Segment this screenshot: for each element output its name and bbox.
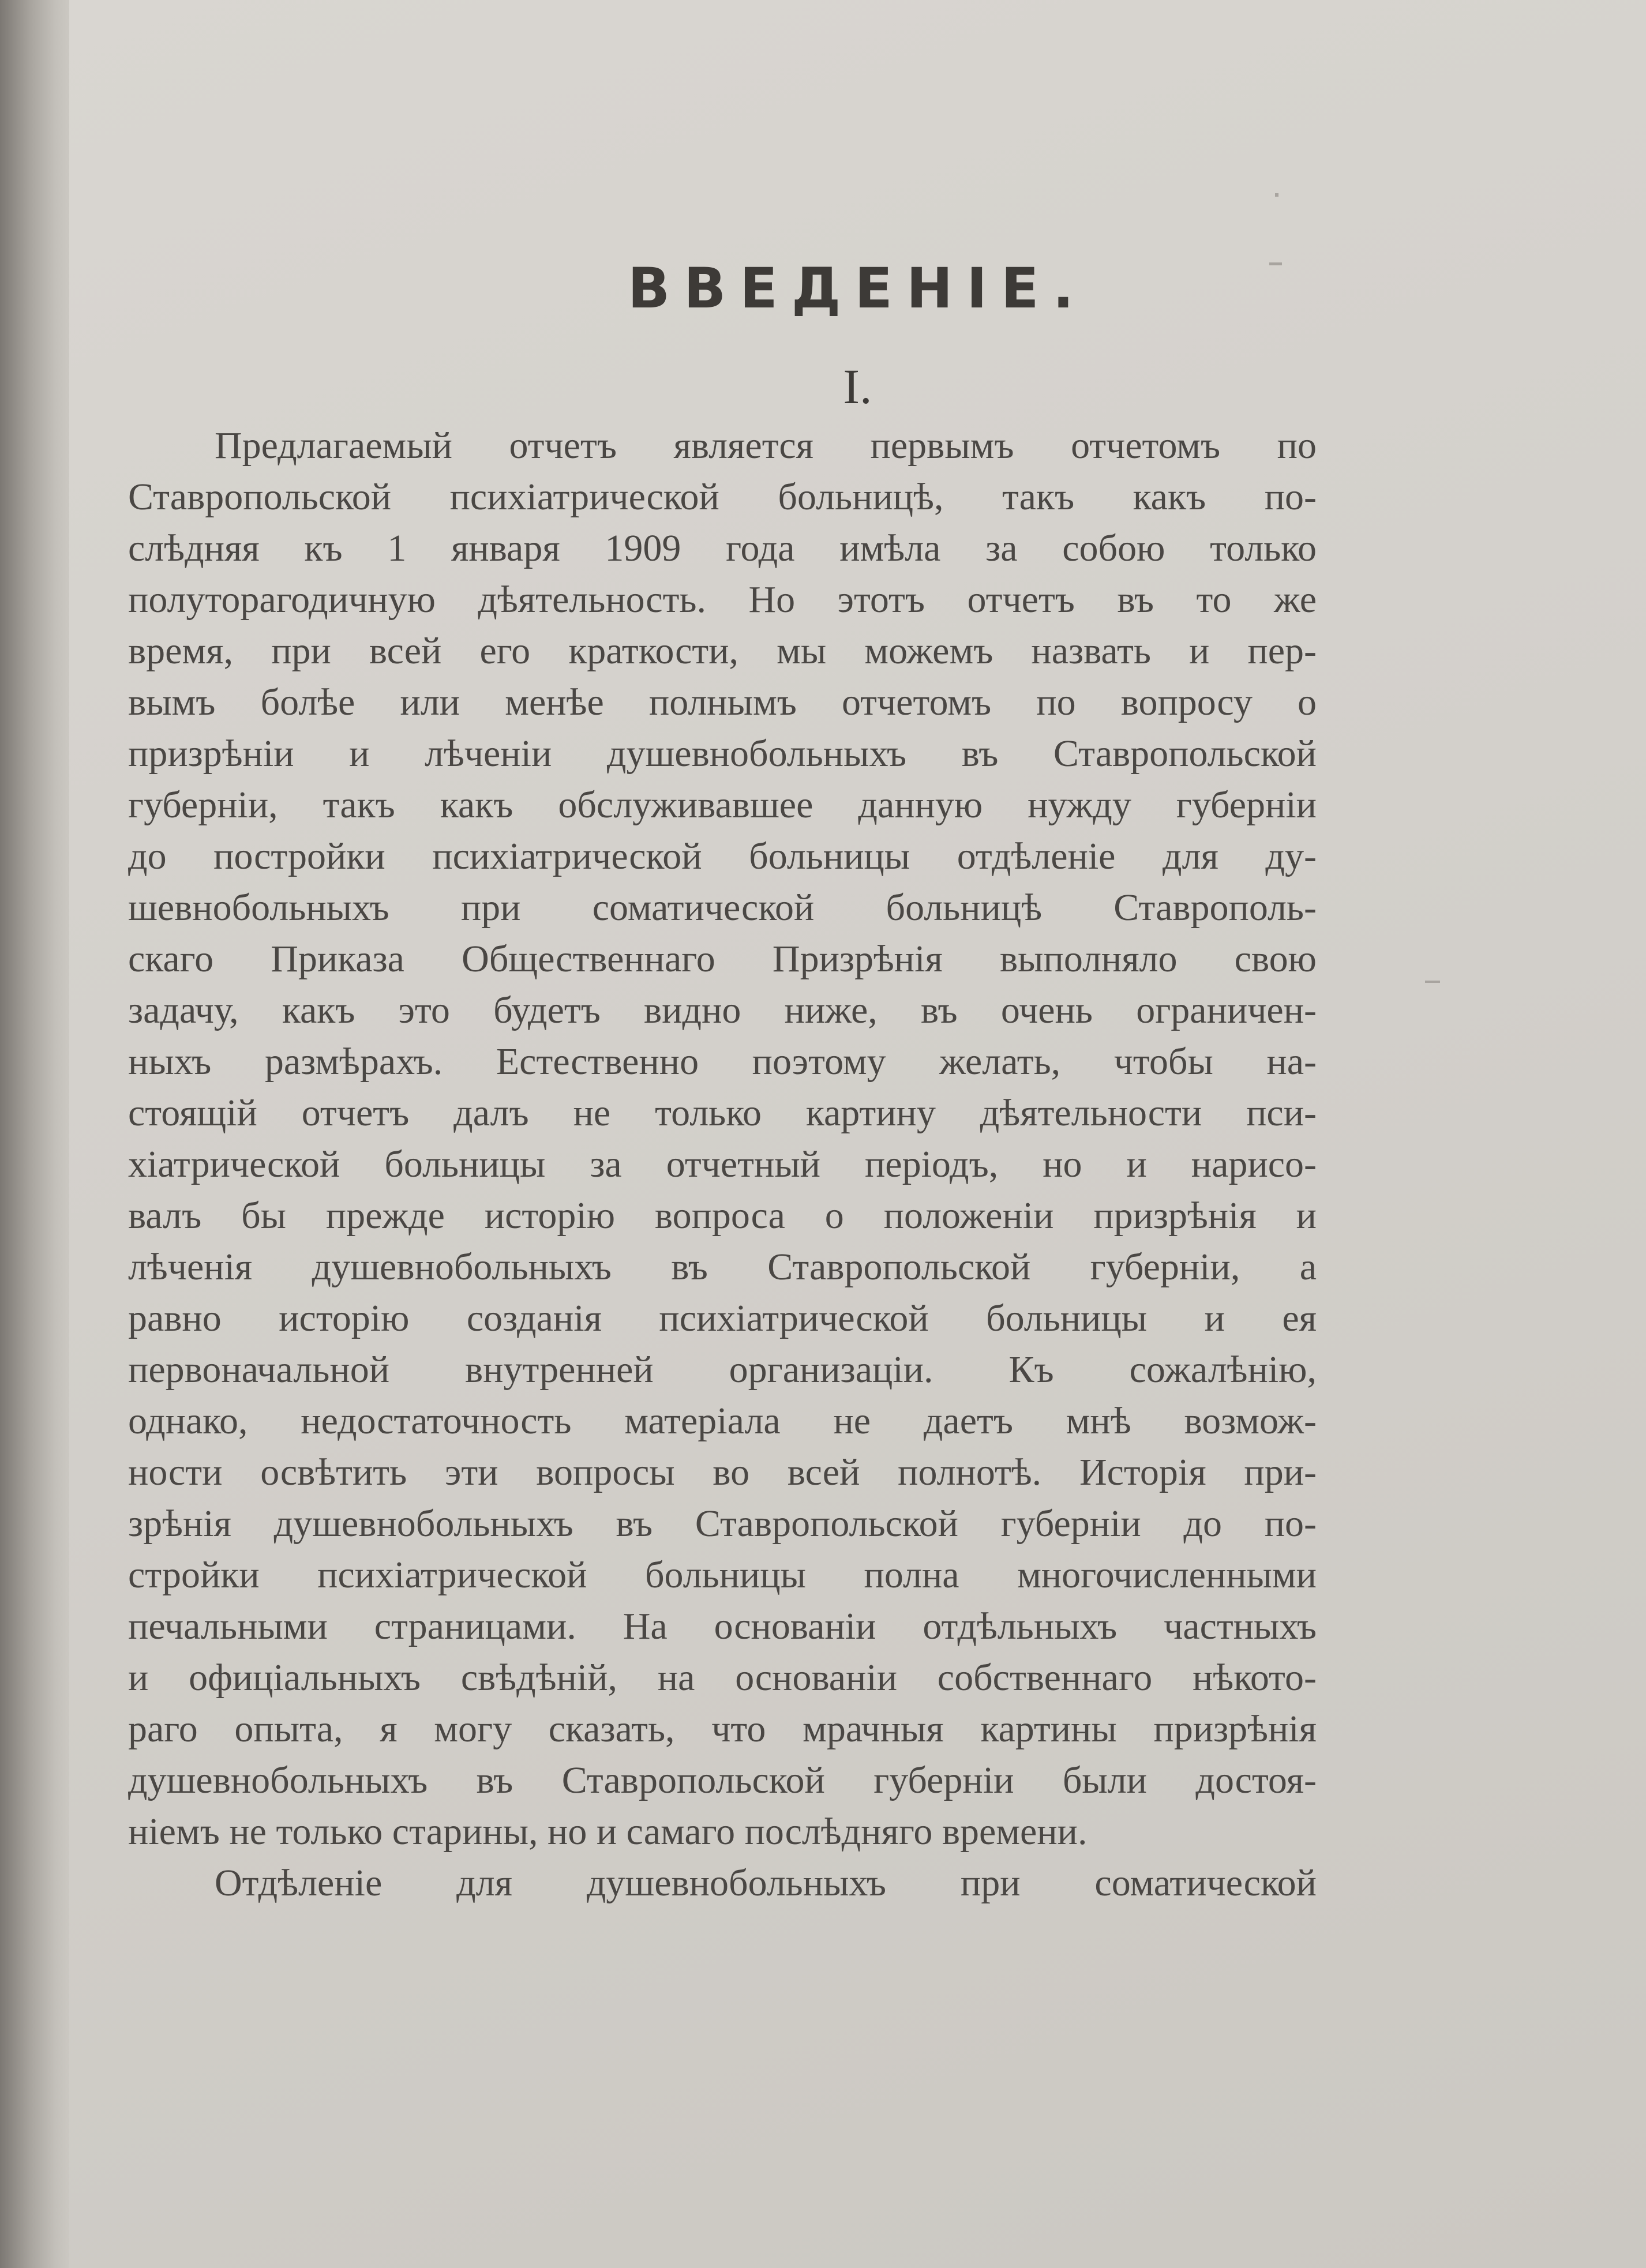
body-text [128, 420, 1317, 1909]
text-line: Отдѣленіе для душевнобольныхъ при соматической [215, 1862, 1317, 1904]
paper-mark [1269, 262, 1282, 265]
section-number: I. [843, 359, 872, 414]
text-line: вымъ болѣе или менѣе полнымъ отчетомъ по вопросу о [128, 681, 1317, 723]
text-line: душевнобольныхъ въ Ставропольской губерніи были достоя- [128, 1759, 1317, 1801]
text-line: полуторагодичную дѣятельность. Но этотъ отчетъ въ то же [128, 579, 1317, 621]
text-line: первоначальной внутренней организаціи. Къ сожалѣнію, [128, 1349, 1317, 1391]
text-line: лѣченія душевнобольныхъ въ Ставропольской губерніи, а [128, 1246, 1317, 1288]
text-line: стройки психіатрической больницы полна многочисленными [128, 1554, 1317, 1596]
text-line: раго опыта, я могу сказать, что мрачныя картины призрѣнія [128, 1708, 1317, 1750]
text-line: задачу, какъ это будетъ видно ниже, въ очень ограничен- [128, 989, 1317, 1031]
text-line: зрѣнія душевнобольныхъ въ Ставропольской губерніи до по- [128, 1503, 1317, 1545]
text-line: печальными страницами. На основаніи отдѣльныхъ частныхъ [128, 1605, 1317, 1647]
text-line: время, при всей его краткости, мы можемъ назвать и пер- [128, 630, 1317, 672]
text-line: губерніи, такъ какъ обслуживавшее данную нужду губерніи [128, 784, 1317, 826]
text-line: ныхъ размѣрахъ. Естественно поэтому желать, чтобы на- [128, 1041, 1317, 1083]
text-line: хіатрической больницы за отчетный періодъ, но и нарисо- [128, 1143, 1317, 1185]
text-line: равно исторію созданія психіатрической больницы и ея [128, 1297, 1317, 1339]
chapter-heading: ВВЕДЕНІЕ. [627, 256, 1088, 321]
text-line: ніемъ не только старины, но и самаго послѣдняго времени. [128, 1811, 1088, 1853]
text-line: стоящій отчетъ далъ не только картину дѣятельности пси- [128, 1092, 1317, 1134]
text-line: Предлагаемый отчетъ является первымъ отчетомъ по [215, 425, 1317, 467]
text-line: валъ бы прежде исторію вопроса о положеніи призрѣнія и [128, 1195, 1317, 1237]
text-line: ности освѣтить эти вопросы во всей полнотѣ. Исторія при- [128, 1451, 1317, 1493]
text-line: призрѣніи и лѣченіи душевнобольныхъ въ Ставропольской [128, 733, 1317, 775]
text-line: и офиціальныхъ свѣдѣній, на основаніи собственнаго нѣкото- [128, 1657, 1317, 1699]
paper-mark [1275, 193, 1278, 197]
text-line: Ставропольской психіатрической больницѣ, такъ какъ по- [128, 476, 1317, 518]
text-line: до постройки психіатрической больницы отдѣленіе для ду- [128, 835, 1317, 877]
text-line: шевнобольныхъ при соматической больницѣ Ставрополь- [128, 887, 1317, 929]
book-spine-shadow [0, 0, 69, 2268]
text-line: однако, недостаточность матеріала не даетъ мнѣ возмож- [128, 1400, 1317, 1442]
paper-mark [1425, 981, 1440, 983]
text-line: слѣдняя къ 1 января 1909 года имѣла за собою только [128, 527, 1317, 569]
text-line: скаго Приказа Общественнаго Призрѣнія выполняло свою [128, 938, 1317, 980]
